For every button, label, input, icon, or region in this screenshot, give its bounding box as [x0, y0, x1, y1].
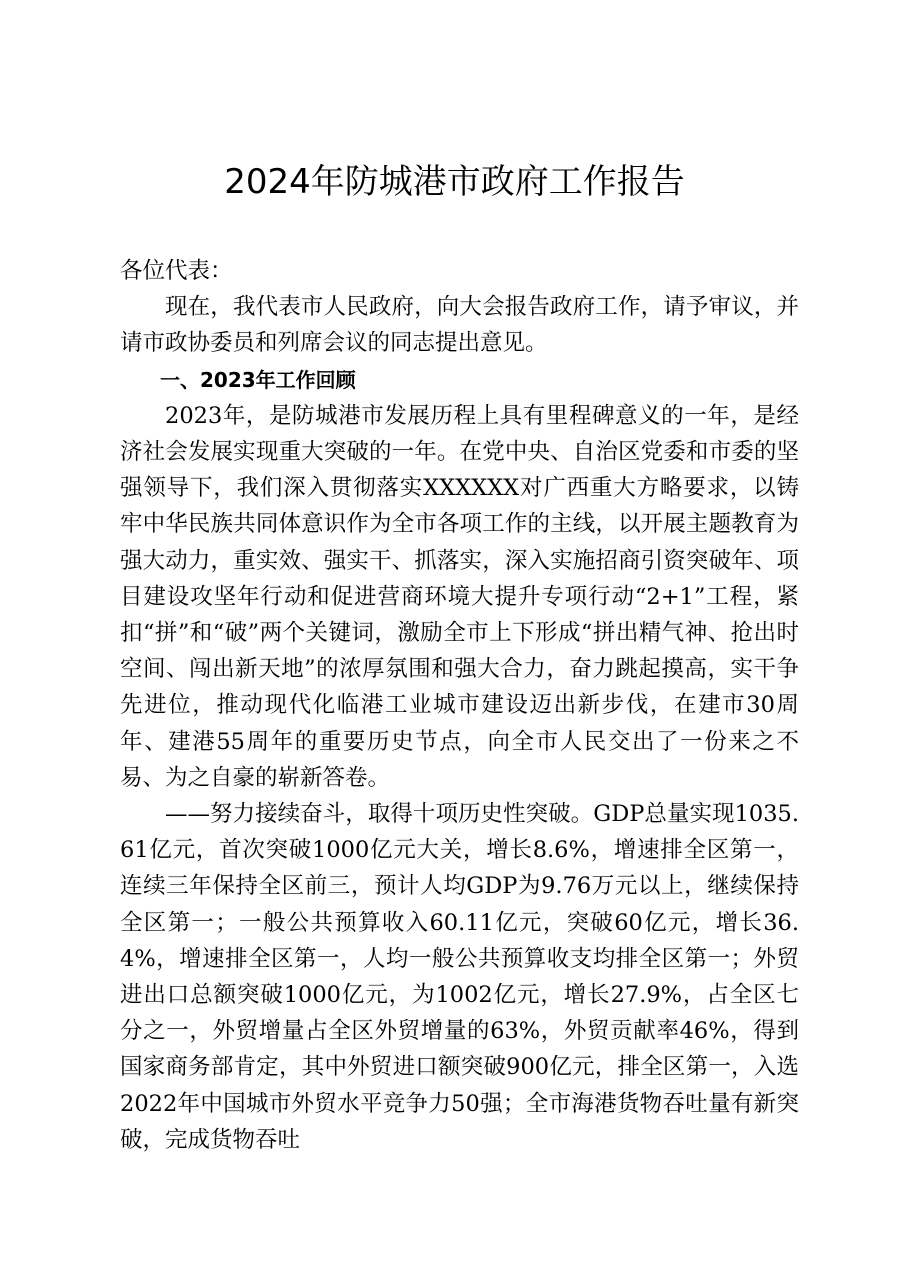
document-body: [120, 253, 799, 1158]
document-title: 2024年防城港市政府工作报告: [224, 162, 685, 202]
intro-paragraph: 现在，我代表市人民政府，向大会报告政府工作，请予审议，并请市政协委员和列席会议的同志提出意见。: [120, 294, 799, 357]
breakthrough-paragraph: ——努力接续奋斗，取得十项历史性突破。GDP总量实现1035.61亿元，首次突破1000亿元大关，增长8.6%，增速排全区第一，连续三年保持全区前三，预计人均GDP为9.76万元以上，继续保持全区第一；一般公共预算收入60.11亿元，突破60亿元，增长36.4%，增速排全区第一，人均一般公共预算收支均排全区第一；外贸进出口总额突破1000亿元，为1002亿元，增长27.9%，占全区七分之一，外贸增量占全区外贸增量的63%，外贸贡献率46%，得到国家商务部肯定，其中外贸进口额突破900亿元，排全区第一，入选2022年中国城市外贸水平竞争力50强；全市海港货物吞吐量有新突破，完成货物吞吐: [120, 801, 799, 1153]
section-heading: 一、2023年工作回顾: [160, 367, 356, 392]
salutation: 各位代表：: [120, 258, 233, 284]
review-paragraph: 2023年，是防城港市发展历程上具有里程碑意义的一年，是经济社会发展实现重大突破的一年。在党中央、自治区党委和市委的坚强领导下，我们深入贯彻落实XXXXXX对广西重大方略要求，以铸牢中华民族共同体意识作为全市各项工作的主线，以开展主题教育为强大动力，重实效、强实干、抓落实，深入实施招商引资突破年、项目建设攻坚年行动和促进营商环境大提升专项行动“2+1”工程，紧扣“拼”和“破”两个关键词，激励全市上下形成“拼出精气神、抢出时空间、闯出新天地”的浓厚氛围和强大合力，奋力跳起摸高，实干争先进位，推动现代化临港工业城市建设迈出新步伐，在建市30周年、建港55周年的重要历史节点，向全市人民交出了一份来之不易、为之自豪的崭新答卷。: [120, 402, 799, 791]
